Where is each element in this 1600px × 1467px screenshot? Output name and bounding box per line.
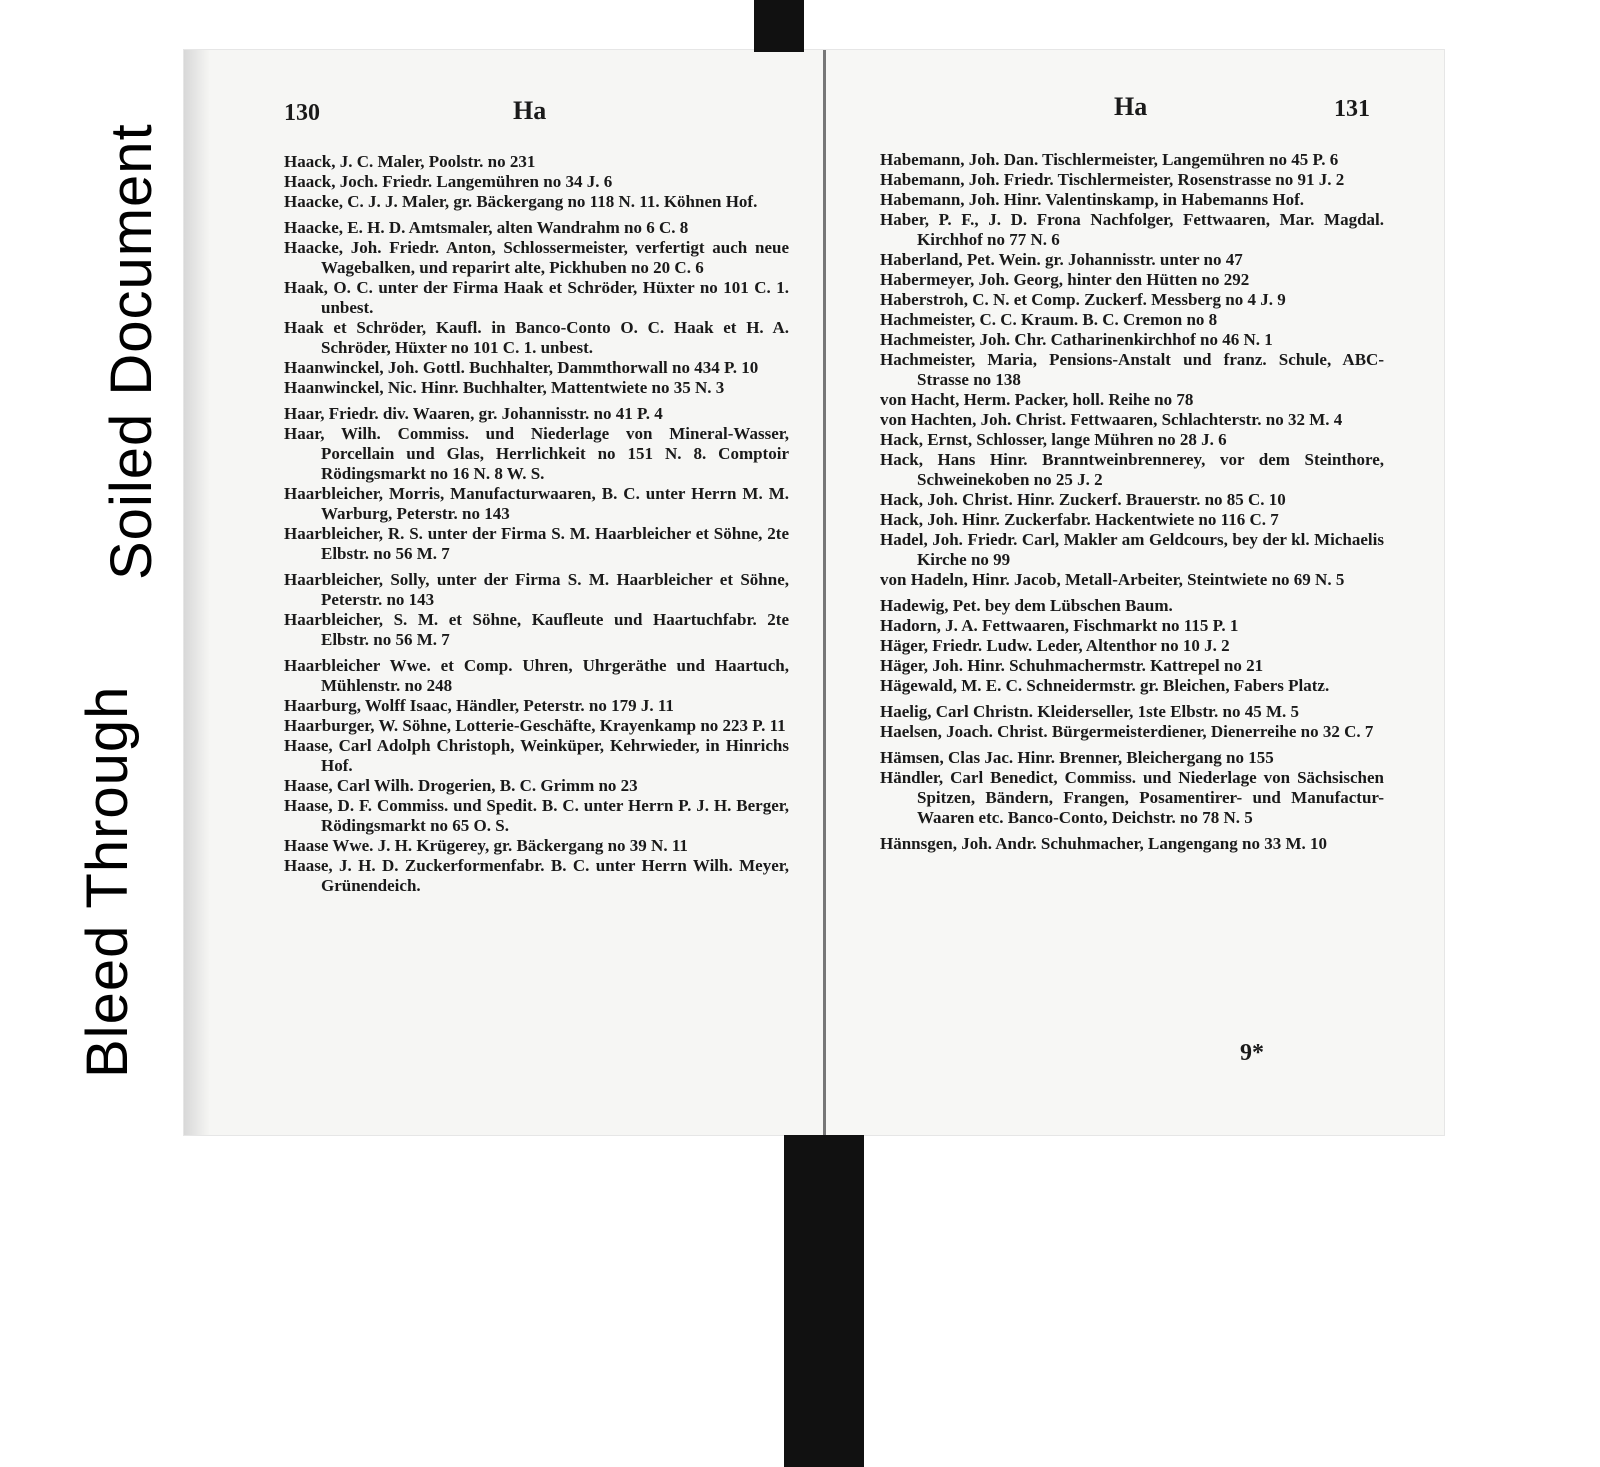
left-page-number: 130 <box>284 100 320 126</box>
directory-entry: Haase, J. H. D. Zuckerformenfabr. B. C. unter Herrn Wilh. Meyer, Grünendeich. <box>284 856 789 895</box>
directory-entry: Händler, Carl Benedict, Commiss. und Niederlage von Sächsischen Spitzen, Bändern, Frangen, Posamentirer- und Manufactur-Waaren etc. Banco-Conto, Deichstr. no 78 N. 5 <box>880 768 1384 827</box>
directory-entry: Habemann, Joh. Dan. Tischlermeister, Langemühren no 45 P. 6 <box>880 150 1339 169</box>
directory-entry: Haarbleicher, S. M. et Söhne, Kaufleute und Haartuchfabr. 2te Elbstr. no 56 M. 7 <box>284 610 789 649</box>
bleed-through-label: Bleed Through <box>75 685 140 1078</box>
page-shadow <box>184 50 210 1135</box>
directory-entry: Hännsgen, Joh. Andr. Schuhmacher, Langengang no 33 M. 10 <box>880 834 1327 853</box>
directory-entry: Haacke, C. J. J. Maler, gr. Bäckergang no 118 N. 11. Köhnen Hof. <box>284 192 758 211</box>
directory-entry: Habemann, Joh. Hinr. Valentinskamp, in Habemanns Hof. <box>880 190 1305 209</box>
directory-entry: Hack, Joh. Christ. Hinr. Zuckerf. Brauerstr. no 85 C. 10 <box>880 490 1286 509</box>
directory-entry: Haelig, Carl Christn. Kleiderseller, 1ste Elbstr. no 45 M. 5 <box>880 702 1299 721</box>
directory-entry: Haak et Schröder, Kaufl. in Banco-Conto O. C. Haak et H. A. Schröder, Hüxter no 101 C. 1. unbest. <box>284 318 789 357</box>
directory-entry: Hadel, Joh. Friedr. Carl, Makler am Geldcours, bey der kl. Michaelis Kirche no 99 <box>880 530 1384 569</box>
book-gutter <box>823 50 826 1135</box>
directory-entry: Hämsen, Clas Jac. Hinr. Brenner, Bleichergang no 155 <box>880 748 1274 767</box>
directory-entry: Haarbleicher, Morris, Manufacturwaaren, B. C. unter Herrn M. M. Warburg, Peterstr. no 143 <box>284 484 789 523</box>
right-directory-column <box>880 150 1384 854</box>
directory-entry: Haarburger, W. Söhne, Lotterie-Geschäfte, Krayenkamp no 223 P. 11 <box>284 716 786 735</box>
signature-mark: 9* <box>1240 1040 1264 1066</box>
directory-entry: Haar, Friedr. div. Waaren, gr. Johannisstr. no 41 P. 4 <box>284 404 663 423</box>
directory-entry: Hägewald, M. E. C. Schneidermstr. gr. Bleichen, Fabers Platz. <box>880 676 1330 695</box>
directory-entry: Haacke, E. H. D. Amtsmaler, alten Wandrahm no 6 C. 8 <box>284 218 689 237</box>
directory-entry: Haase, Carl Wilh. Drogerien, B. C. Grimm no 23 <box>284 776 638 795</box>
directory-entry: Hachmeister, Maria, Pensions-Anstalt und franz. Schule, ABC-Strasse no 138 <box>880 350 1384 389</box>
directory-entry: Haack, J. C. Maler, Poolstr. no 231 <box>284 152 536 171</box>
directory-entry: Hack, Ernst, Schlosser, lange Mühren no 28 J. 6 <box>880 430 1227 449</box>
directory-entry: Haanwinckel, Nic. Hinr. Buchhalter, Mattentwiete no 35 N. 3 <box>284 378 725 397</box>
directory-entry: Haberstroh, C. N. et Comp. Zuckerf. Messberg no 4 J. 9 <box>880 290 1286 309</box>
directory-entry: Hack, Joh. Hinr. Zuckerfabr. Hackentwiete no 116 C. 7 <box>880 510 1279 529</box>
directory-entry: Haarbleicher Wwe. et Comp. Uhren, Uhrgeräthe und Haartuch, Mühlenstr. no 248 <box>284 656 789 695</box>
directory-entry: Haack, Joch. Friedr. Langemühren no 34 J. 6 <box>284 172 613 191</box>
directory-entry: Hadorn, J. A. Fettwaaren, Fischmarkt no 115 P. 1 <box>880 616 1239 635</box>
directory-entry: Haase, Carl Adolph Christoph, Weinküper, Kehrwieder, in Hinrichs Hof. <box>284 736 789 775</box>
directory-entry: Hack, Hans Hinr. Branntweinbrennerey, vor dem Steinthore, Schweinekoben no 25 J. 2 <box>880 450 1384 489</box>
soiled-document-label: Soiled Document <box>99 123 164 580</box>
directory-entry: Häger, Friedr. Ludw. Leder, Altenthor no 10 J. 2 <box>880 636 1230 655</box>
directory-entry: Haase, D. F. Commiss. und Spedit. B. C. unter Herrn P. J. H. Berger, Rödingsmarkt no 65 O. S. <box>284 796 789 835</box>
left-directory-column <box>284 152 789 896</box>
right-page-number: 131 <box>1334 96 1370 122</box>
directory-entry: Haacke, Joh. Friedr. Anton, Schlossermeister, verfertigt auch neue Wagebalken, und reparirt alte, Pickhuben no 20 C. 6 <box>284 238 789 277</box>
directory-entry: Hachmeister, C. C. Kraum. B. C. Cremon no 8 <box>880 310 1218 329</box>
directory-entry: Haar, Wilh. Commiss. und Niederlage von Mineral-Wasser, Porcellain und Glas, Herrlichkeit no 151 N. 8. Comptoir Rödingsmarkt no 16 N. 8 W. S. <box>284 424 789 483</box>
right-page-header: Ha <box>1114 92 1148 121</box>
directory-entry: Haarbleicher, Solly, unter der Firma S. M. Haarbleicher et Söhne, Peterstr. no 143 <box>284 570 789 609</box>
directory-entry: Hachmeister, Joh. Chr. Catharinenkirchhof no 46 N. 1 <box>880 330 1273 349</box>
directory-entry: Haarbleicher, R. S. unter der Firma S. M. Haarbleicher et Söhne, 2te Elbstr. no 56 M. 7 <box>284 524 789 563</box>
directory-entry: Haberland, Pet. Wein. gr. Johannisstr. unter no 47 <box>880 250 1243 269</box>
binding-strip-top <box>754 0 804 52</box>
directory-entry: Haase Wwe. J. H. Krügerey, gr. Bäckergang no 39 N. 11 <box>284 836 688 855</box>
directory-entry: Habemann, Joh. Friedr. Tischlermeister, Rosenstrasse no 91 J. 2 <box>880 170 1345 189</box>
directory-entry: von Hacht, Herm. Packer, holl. Reihe no 78 <box>880 390 1194 409</box>
directory-entry: Hadewig, Pet. bey dem Lübschen Baum. <box>880 596 1173 615</box>
directory-entry: Haarburg, Wolff Isaac, Händler, Peterstr. no 179 J. 11 <box>284 696 674 715</box>
directory-entry: Habermeyer, Joh. Georg, hinter den Hütten no 292 <box>880 270 1250 289</box>
directory-entry: Haber, P. F., J. D. Frona Nachfolger, Fettwaaren, Mar. Magdal. Kirchhof no 77 N. 6 <box>880 210 1384 249</box>
left-page-header: Ha <box>513 96 547 125</box>
directory-entry: Haak, O. C. unter der Firma Haak et Schröder, Hüxter no 101 C. 1. unbest. <box>284 278 789 317</box>
directory-entry: Häger, Joh. Hinr. Schuhmachermstr. Kattrepel no 21 <box>880 656 1264 675</box>
binding-strip-bottom <box>784 1135 864 1467</box>
directory-entry: von Hachten, Joh. Christ. Fettwaaren, Schlachterstr. no 32 M. 4 <box>880 410 1343 429</box>
directory-entry: von Hadeln, Hinr. Jacob, Metall-Arbeiter, Steintwiete no 69 N. 5 <box>880 570 1345 589</box>
directory-entry: Haelsen, Joach. Christ. Bürgermeisterdiener, Dienerreihe no 32 C. 7 <box>880 722 1374 741</box>
directory-entry: Haanwinckel, Joh. Gottl. Buchhalter, Dammthorwall no 434 P. 10 <box>284 358 759 377</box>
